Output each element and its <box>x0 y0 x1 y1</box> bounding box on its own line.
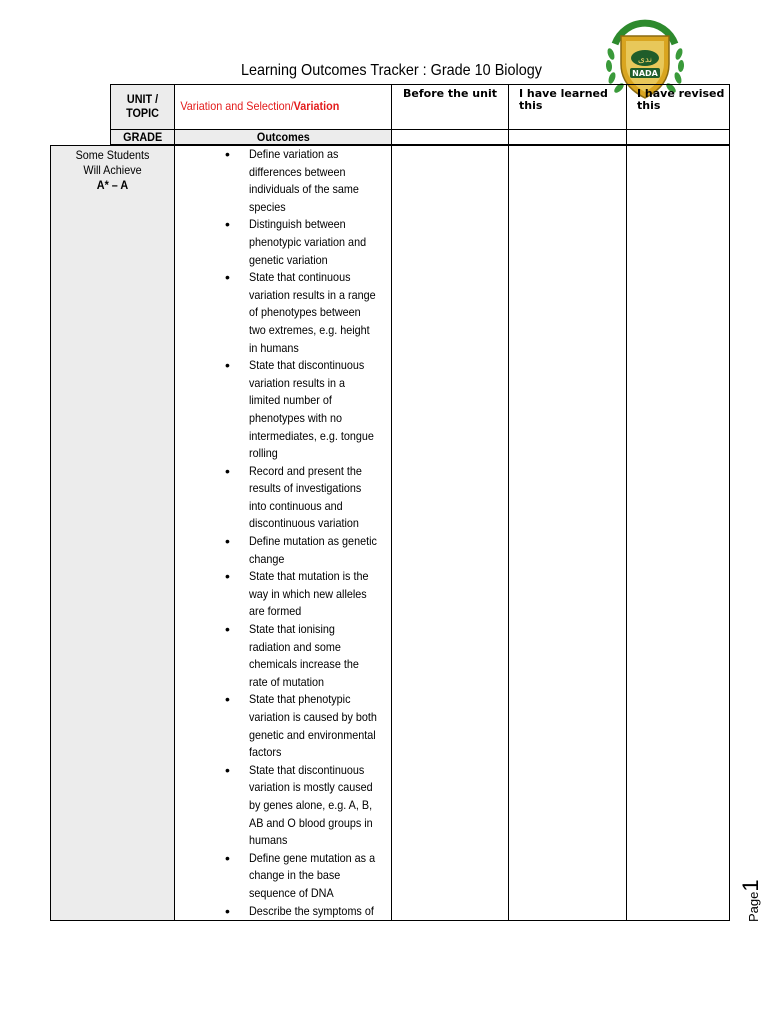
outcome-line: • Define mutation as genetic <box>249 534 377 549</box>
outcome-line: individuals of the same <box>249 182 359 197</box>
unit-topic-label: UNIT / TOPIC <box>111 85 175 130</box>
outcomes-table <box>50 145 730 921</box>
outcome-item <box>175 691 391 761</box>
outcome-line: sequence of DNA <box>249 885 334 900</box>
outcome-item <box>175 357 391 463</box>
page-number: 1 <box>738 879 763 892</box>
outcome-line: chemicals increase the <box>249 657 359 672</box>
outcome-line: variation results in a range <box>249 287 376 302</box>
svg-text:ندى: ندى <box>637 55 653 65</box>
outcome-line: • State that ionising <box>249 622 335 637</box>
grade-band-grade: A* – A <box>96 178 129 192</box>
revised-checkbox-cell[interactable] <box>627 146 730 921</box>
outcome-line: humans <box>249 833 288 848</box>
outcome-line: phenotypes with no <box>249 410 343 425</box>
column-learned: I have learned this <box>509 85 627 130</box>
grade-header: GRADE <box>111 130 175 145</box>
outcome-line: of phenotypes between <box>249 305 361 320</box>
outcome-line: phenotypic variation and <box>249 234 367 249</box>
outcome-line: change in the base <box>249 868 341 883</box>
before-unit-checkbox-cell[interactable] <box>392 146 509 921</box>
outcome-line: discontinuous variation <box>249 516 359 531</box>
outcome-line: genetic variation <box>249 252 328 267</box>
outcome-line: radiation and some <box>249 639 341 654</box>
outcome-line: • State that discontinuous <box>249 358 365 373</box>
outcome-line: • State that discontinuous <box>249 762 365 777</box>
outcome-line: • State that continuous <box>249 270 351 285</box>
outcome-line: by genes alone, e.g. A, B, <box>249 797 373 812</box>
outcome-line: rolling <box>249 446 278 461</box>
outcome-line: variation results in a <box>249 375 346 390</box>
outcome-item <box>175 568 391 621</box>
outcome-line: • Define variation as <box>249 147 339 161</box>
outcome-item <box>175 533 391 568</box>
outcome-line: • State that mutation is the <box>249 569 369 584</box>
learned-subheader <box>509 130 627 145</box>
outcome-item <box>175 146 391 216</box>
outcome-line: two extremes, e.g. height <box>249 322 370 337</box>
outcome-line: intermediates, e.g. tongue <box>249 428 374 443</box>
outcome-line: AB and O blood groups in <box>249 815 373 830</box>
outcome-item <box>175 621 391 691</box>
outcomes-cell <box>175 146 392 921</box>
page-label: Page <box>746 891 761 922</box>
outcome-item <box>175 216 391 269</box>
outcome-item <box>175 762 391 850</box>
revised-subheader <box>627 130 730 145</box>
outcome-item <box>175 463 391 533</box>
outcome-line: variation is caused by both <box>249 710 377 724</box>
topic-bold: Variation <box>293 99 340 113</box>
outcome-line: way in which new alleles <box>249 586 367 601</box>
outcome-item <box>175 850 391 903</box>
outcome-line: genetic and environmental <box>249 727 376 742</box>
outcome-line: results of investigations <box>249 481 362 496</box>
outcome-line: variation is mostly caused <box>249 780 373 795</box>
outcome-line: differences between <box>249 164 346 179</box>
topic-prefix: Variation and Selection/ <box>180 99 294 113</box>
outcome-line: factors <box>249 745 282 760</box>
column-before-unit: Before the unit <box>392 85 509 130</box>
column-revised: I have revised this <box>627 85 730 130</box>
learned-checkbox-cell[interactable] <box>509 146 627 921</box>
outcome-line: • State that phenotypic <box>249 692 351 707</box>
outcome-line: • Define gene mutation as a <box>249 850 376 865</box>
topic-value <box>175 85 392 130</box>
outcomes-header: Outcomes <box>175 130 392 145</box>
outcome-line: are formed <box>249 604 302 619</box>
header-table <box>110 84 730 145</box>
grade-band-cell <box>51 146 175 921</box>
outcome-item <box>175 903 391 921</box>
before-subheader <box>392 130 509 145</box>
outcome-line: rate of mutation <box>249 674 325 689</box>
grade-band-line1: Some Students <box>75 148 150 162</box>
page-number-footer <box>738 862 763 922</box>
logo-name: NADA <box>632 69 658 78</box>
outcome-line: in humans <box>249 340 299 355</box>
outcome-line: change <box>249 551 285 566</box>
outcome-item <box>175 269 391 357</box>
document-title: Learning Outcomes Tracker : Grade 10 Biology <box>240 62 542 79</box>
outcome-line: • Describe the symptoms of <box>249 903 374 918</box>
outcomes-list <box>175 146 391 920</box>
outcome-line: limited number of <box>249 393 332 408</box>
outcome-line: into continuous and <box>249 498 343 513</box>
outcome-line: • Distinguish between <box>249 217 346 232</box>
outcome-line: species <box>249 199 286 214</box>
grade-band-line2: Will Achieve <box>83 163 142 177</box>
outcome-line: • Record and present the <box>249 463 362 478</box>
